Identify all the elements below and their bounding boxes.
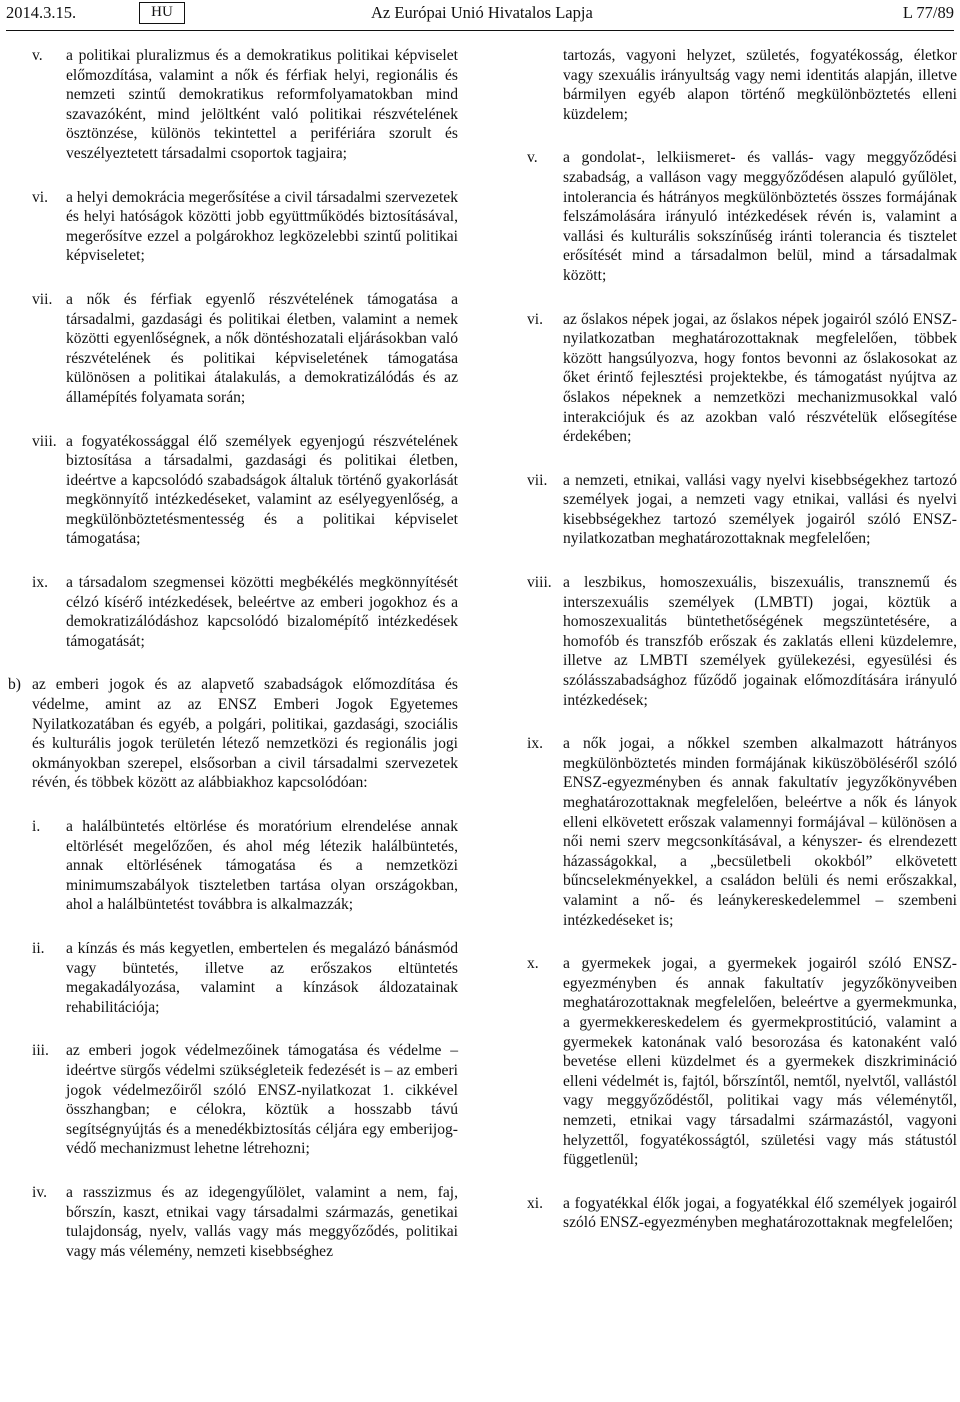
list-item [32,1183,458,1261]
item-text: a nők és férfiak egyenlő részvételének támogatása a társadalmi, gazdasági és politikai életben, valamint a nemek közötti egyenlőségnek, a nők döntéshozatali eljárásokban való részvételének és politikai képviseletének támogatása különösen a politikai átalakulás, a demokratizálódás és az államépítés folyamata során; [66,290,458,406]
item-text: a nemzeti, etnikai, vallási vagy nyelvi kisebbségekhez tartozó személyek jogai, a nemzeti vagy etnikai, vallási és nyelvi kisebbségekhez tartozó személyek jogairól szóló ENSZ-nyilatkozatban meghatározottaknak megfelelően; [563,471,957,548]
item-text: a leszbikus, homoszexuális, biszexuális, transznemű és interszexuális személyek (LMBTI) jogai, köztük a homoszexualitás büntethetőségének megszüntetésére, a homofób és transzfób erőszak és zaklatás elleni küzdelemre, illetve az LMBTI személyek gyülekezési, egyesülési és szólásszabadsághoz fűződő jogainak előmozdítására irányuló intézkedések; [563,574,957,709]
list-item [32,188,458,266]
item-text: a társadalom szegmensei közötti megbékélés megkönnyítését célzó kísérő intézkedések, beleértve az emberi jogokhoz és a demokratizálódáshoz kapcsolódó bizalomépítő intézkedések támogatását; [66,574,458,650]
item-text: a helyi demokrácia megerősítése a civil társadalmi szervezetek és helyi hatóságok közötti jobb együttműködés biztosításával, megerősítve ezzel a polgárokhoz legközelebbi szintű politikai képviseletet; [66,188,458,265]
item-marker: viii. [32,432,57,450]
item-marker: ii. [32,939,45,957]
item-marker: vi. [527,310,544,328]
list-item [32,817,458,915]
list-item [32,290,458,408]
item-text: a gondolat-, lelkiismeret- és vallás- vagy meggyőződési szabadság, a valláson vagy meggyőződésen alapuló gyűlölet, intolerancia és hátrányos megkülönböztetés összes formájának felszámolására irányuló intézkedések révén is, valamint a vallási és kulturális sokszínűség iránti tolerancia és tisztelet erősítését mind a társadalmon belül, mind a társadalmak között; [563,149,957,284]
list-item [32,573,458,651]
item-text: az emberi jogok és az alapvető szabadságok előmozdítása és védelme, amint az az ENSZ Emberi Jogok Egyetemes Nyilatkozatában és egyéb, a polgári, politikai, gazdasági, szociális és kulturális jogok területén létező nemzetközi és regionális jogi okmányokban szerepel, elsősorban a civil társadalmi szervezetek révén, és többek között az alábbiakhoz kapcsolódóan: [32,676,458,792]
list-item [527,734,957,930]
header-rule [6,30,954,31]
item-text: a rasszizmus és az idegengyűlölet, valamint a nem, faj, bőrszín, kaszt, etnikai vagy társadalmi származás, genetikai tulajdonság, nyelv, vallás vagy más meggyőződés, politikai vagy más vélemény, nemzeti kisebbséghez [66,1183,458,1260]
list-item [527,310,957,447]
item-marker: xi. [527,1194,544,1212]
list-item [527,471,957,549]
item-marker: vii. [32,290,53,308]
item-text: a politikai pluralizmus és a demokratikus politikai képviselet előmozdítása, valamint a nők és férfiak helyi, regionális és nemzeti szintű demokratikus reformfolyamatokban mind szavazóként, mind jelöltként való politikai részvételének ösztönzése, különös tekintettel a perifériára szorult és veszélyeztetett társadalmi csoportok tagjaira; [66,47,458,162]
item-text: tartozás, vagyoni helyzet, születés, fogyatékosság, életkor vagy szexuális irányultság vagy nemi identitás alapján, illetve bármilyen egyéb alapon történő megkülönböztetés elleni küzdelem; [563,47,957,123]
page-header [6,0,954,34]
list-item [32,939,458,1017]
right-column [527,46,957,1233]
page-reference: L 77/89 [902,3,954,22]
journal-title: Az Európai Unió Hivatalos Lapja [371,3,593,22]
item-marker: x. [527,955,539,973]
left-column [8,46,458,1261]
item-text: a fogyatékkal élők jogai, a fogyatékkal élő személyek jogairól szóló ENSZ-egyezményben meghatározottaknak megfelelően; [563,1194,957,1232]
item-marker: v. [32,47,43,64]
section-b [8,675,458,793]
item-marker: iv. [32,1183,48,1201]
item-text: a gyermekek jogai, a gyermekek jogairól szóló ENSZ-egyezményben és annak fakultatív jegyzőkönyveiben meghatározottaknak megfelelően, beleértve a gyermekmunka, a gyermekkereskedelem és gyermekprostitúció, valamint a gyermekek katonának való besorozása és katonaként való bevetése elleni küzdelmet és a gyermekek diszkrimináció elleni védelmét is, fajtól, bőrszíntől, nemtől, nyelvtől, vallástól vagy meggyőződéstől, politikai vagy más véleménytől, nemzeti, etnikai vagy társadalmi származástól, vagyoni helyzettől, fogyatékosságtól, születési vagy más státustól függetlenül; [563,955,957,1169]
list-item [527,148,957,285]
item-text: az őslakos népek jogai, az őslakos népek jogairól szóló ENSZ-nyilatkozatban meghatározottaknak megfelelően, többek között hangsúlyozva, hogy fontos bevonni az őslakosokat az őket érintő fejlesztési projektekbe, és támogatást nyújtva az őslakos népeknek a nemzetközi mechanizmusokkal való interakciójuk és az azokban való részvételük elősegítése érdekében; [563,310,957,446]
item-marker-spacer [527,46,563,124]
item-marker: b) [8,676,21,694]
publication-date: 2014.3.15. [6,3,77,22]
item-text: a halálbüntetés eltörlése és moratórium elrendelése annak eltörlését megelőzően, és ahol még létezik halálbüntetés, annak eltörlésének támogatása és a nemzetközi minimumszabályok tiszteletben tartása olyan országokban, ahol a halálbüntetést továbbra is alkalmazzák; [66,818,458,914]
item-text: az emberi jogok védelmezőinek támogatása és védelme – ideértve sürgős védelmi szükségleteik fedezését is – az emberi jogok védelmezőiről szóló ENSZ-nyilatkozat 1. cikkével összhangban; e célokra, köztük a hosszabb távú segítségnyújtás és a menedékbiztosítás céljára egy emberijog-védő mechanizmust lehetne létrehozni; [66,1042,458,1158]
item-marker: vii. [527,471,548,489]
list-item [32,46,458,164]
list-item [32,1041,458,1159]
item-marker: ix. [32,574,49,592]
item-marker: i. [32,818,41,835]
item-text: a kínzás és más kegyetlen, embertelen és megalázó bánásmód vagy büntetés, illetve az erőszakos eltüntetés megakadályozása, valamint a kínzások áldozatainak rehabilitációja; [66,939,458,1016]
list-item [527,1194,957,1233]
item-marker: vi. [32,188,49,206]
continuation-paragraph [527,46,957,124]
list-item [32,432,458,550]
list-item [527,954,957,1170]
item-marker: viii. [527,574,552,592]
item-marker: v. [527,149,538,167]
item-text: a nők jogai, a nőkkel szemben alkalmazott hátrányos megkülönböztetés minden formájának kiküszöböléséről szóló ENSZ-egyezményben és annak fakultatív jegyzőkönyvében meghatározottaknak megfelelően, beleértve a nők és lányok elleni elkövetett erőszak valamennyi formájával – különösen a női nemi szerv megcsonkításával, a kényszer- és elrendezett házasságokkal, a „becsületbeli okokból” elkövetett bűncselekményekkel, a családon belüli és nemi erőszakkal, valamint a nő- és leánykereskedelemmel – szembeni intézkedéseket is; [563,735,957,929]
list-item [527,573,957,710]
language-badge: HU [139,2,185,24]
item-text: a fogyatékossággal élő személyek egyenjogú részvételének biztosítása a társadalmi, gazdasági és politikai életben, ideértve a kapcsolódó szabadságok általuk történő gyakorlását megkönnyítő intézkedéseket, valamint az esélyegyenlőség, a megkülönböztetésmentesség és a politikai képviselet támogatása; [66,432,458,548]
item-marker: iii. [32,1042,49,1060]
item-marker: ix. [527,735,544,753]
